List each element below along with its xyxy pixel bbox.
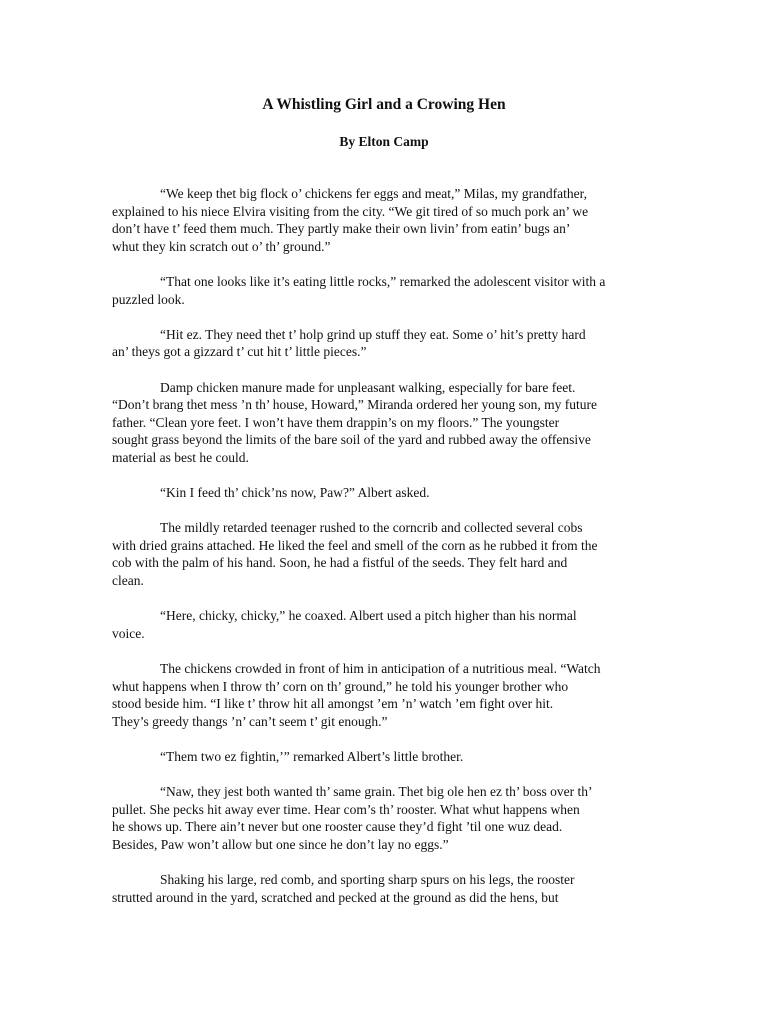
text-line: whut they kin scratch out o’ th’ ground.” [112, 238, 331, 254]
text-line: pullet. She pecks hit away ever time. Hear com’s th’ rooster. What whut happens when [112, 801, 580, 817]
body-paragraph [112, 748, 660, 766]
text-line: “Don’t brang thet mess ’n th’ house, Howard,” Miranda ordered her young son, my future [112, 397, 597, 413]
text-line: don’t have t’ feed them much. They partly make their own livin’ from eatin’ bugs an’ [112, 221, 571, 237]
text-line: stood beside him. “I like t’ throw hit all amongst ’em ’n’ watch ’em fight over hit. [112, 696, 554, 712]
text-line: Shaking his large, red comb, and sporting sharp spurs on his legs, the rooster [160, 872, 575, 888]
text-line: material as best he could. [112, 449, 249, 465]
text-line: father. “Clean yore feet. I won’t have them drappin’s on my floors.” The youngster [112, 414, 560, 430]
body-paragraph [112, 660, 660, 730]
body-paragraph [112, 379, 660, 467]
text-line: “Here, chicky, chicky,” he coaxed. Albert used a pitch higher than his normal [160, 608, 577, 624]
text-line: strutted around in the yard, scratched and pecked at the ground as did the hens, but [112, 889, 559, 905]
text-line: “We keep thet big flock o’ chickens fer eggs and meat,” Milas, my grandfather, [160, 186, 587, 201]
document-title: A Whistling Girl and a Crowing Hen [262, 96, 506, 113]
text-line: The chickens crowded in front of him in anticipation of a nutritious meal. “Watch [160, 661, 601, 677]
text-line: Besides, Paw won’t allow but one since he don’t lay no eggs.” [112, 836, 449, 852]
text-line: explained to his niece Elvira visiting from the city. “We git tired of so much pork an’ we [112, 203, 589, 219]
body-paragraph [112, 871, 660, 906]
text-line: he shows up. There ain’t never but one rooster cause they’d fight ’til one wuz dead. [112, 819, 563, 835]
text-line: “Them two ez fightin,’” remarked Albert’s little brother. [160, 749, 464, 764]
text-line: whut happens when I throw th’ corn on th’ ground,” he told his younger brother who [112, 678, 569, 694]
document-body [112, 185, 660, 924]
text-line: puzzled look. [112, 291, 185, 307]
body-paragraph [112, 326, 660, 361]
text-line: cob with the palm of his hand. Soon, he had a fistful of the seeds. They felt hard and [112, 555, 568, 571]
text-line: Damp chicken manure made for unpleasant walking, especially for bare feet. [160, 379, 576, 395]
body-paragraph [112, 273, 660, 308]
text-line: with dried grains attached. He liked the feel and smell of the corn as he rubbed it from the [112, 537, 598, 553]
text-line: an’ theys got a gizzard t’ cut hit t’ little pieces.” [112, 344, 367, 360]
text-line: “Naw, they jest both wanted th’ same grain. Thet big ole hen ez th’ boss over th’ [160, 784, 593, 800]
text-line: “That one looks like it’s eating little rocks,” remarked the adolescent visitor with a [160, 273, 606, 289]
body-paragraph [112, 783, 660, 853]
text-line: “Kin I feed th’ chick’ns now, Paw?” Albert asked. [160, 485, 430, 501]
body-paragraph [112, 519, 660, 589]
text-line: They’s greedy thangs ’n’ can’t seem t’ git enough.” [112, 713, 388, 729]
body-paragraph [112, 185, 660, 255]
author-byline: By Elton Camp [339, 134, 429, 149]
body-paragraph [112, 484, 660, 502]
text-line: voice. [112, 625, 145, 641]
body-paragraph [112, 607, 660, 642]
text-line: The mildly retarded teenager rushed to the corncrib and collected several cobs [160, 520, 583, 536]
text-line: clean. [112, 573, 144, 589]
text-line: “Hit ez. They need thet t’ holp grind up stuff they eat. Some o’ hit’s pretty hard [160, 326, 586, 342]
text-line: sought grass beyond the limits of the bare soil of the yard and rubbed away the offensive [112, 432, 591, 448]
